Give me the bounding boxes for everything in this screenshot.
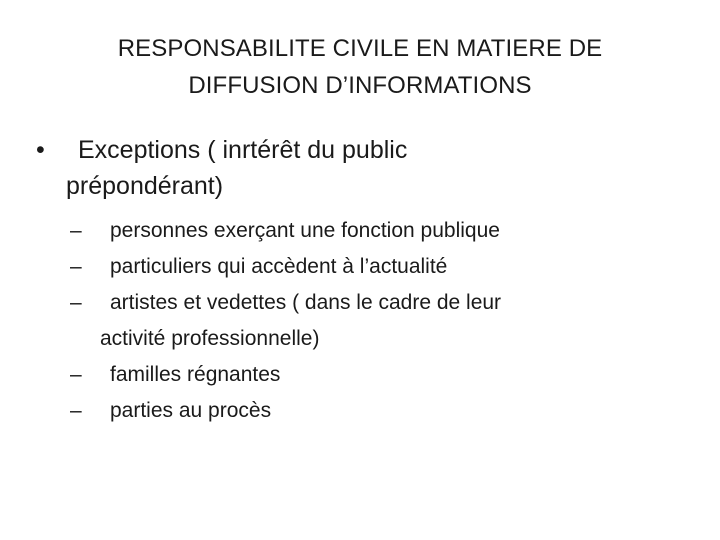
bullet-text [36, 132, 676, 204]
bullet-text-line-1: Exceptions ( inrtérêt du public [78, 136, 408, 164]
main-bullet [36, 132, 676, 204]
slide-title [40, 30, 680, 104]
title-line-2: DIFFUSION D’INFORMATIONS [188, 72, 532, 99]
title-line-1: RESPONSABILITE CIVILE EN MATIERE DE [117, 35, 603, 62]
sub-bullet-item [70, 357, 670, 393]
bullet-text-line-2: prépondérant) [66, 172, 224, 200]
dash-marker: – [70, 255, 82, 278]
sub-bullet-item [70, 285, 670, 357]
sub-bullet-text: parties au procès [110, 399, 272, 422]
dash-marker: – [70, 219, 82, 242]
sub-bullet-item [70, 393, 670, 429]
sub-bullet-item [70, 249, 670, 285]
sub-bullet-text: artistes et vedettes ( dans le cadre de leur [110, 291, 502, 314]
dash-marker: – [70, 363, 82, 386]
sub-bullet-item [70, 213, 670, 249]
sub-bullet-text: familles régnantes [110, 363, 281, 386]
sub-bullet-text: personnes exerçant une fonction publique [110, 219, 500, 242]
dash-marker: – [70, 291, 82, 314]
dash-marker: – [70, 399, 82, 422]
sub-bullet-text-continuation: activité professionnelle) [100, 327, 320, 350]
sub-bullet-list [70, 213, 670, 429]
sub-bullet-text: particuliers qui accèdent à l’actualité [110, 255, 448, 278]
bullet-dot: • [36, 136, 45, 164]
